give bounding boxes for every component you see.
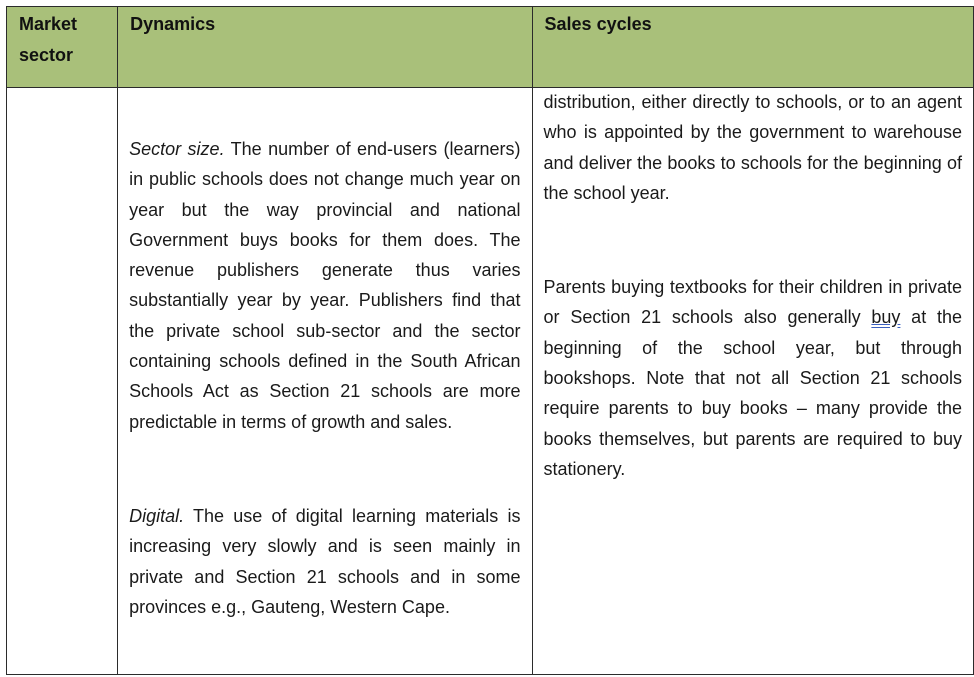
cell-sales-cycles (532, 88, 973, 675)
dynamics-lead-sector-size: Sector size. (129, 139, 225, 159)
sales-paragraph-parents (544, 208, 962, 484)
dynamics-paragraph-digital (129, 437, 520, 622)
dynamics-text-sector-size: The number of end-users (learners) in public schools does not change much year on year but the way provincial and national Government buys books for them does. The revenue publishers generate thus varies substantially year by year. Publishers find that the private school sub-sector and the sector containing schools defined in the South African Schools Act as Section 21 schools are more predictable in terms of growth and sales. (129, 139, 521, 432)
sales-paragraph-distribution: distribution, either directly to schools, or to an agent who is appointed by the government to warehouse and deliver the books to schools for the beginning of the school year. (543, 92, 962, 203)
header-market-sector: Market sector (7, 7, 118, 88)
dynamics-text-digital: The use of digital learning materials is increasing very slowly and is seen mainly in private and Section 21 schools and in some provinces e.g., Gauteng, Western Cape. (129, 505, 521, 617)
sales-underlined-word: buy (871, 307, 901, 328)
table-row (7, 88, 974, 675)
table-header-row (7, 7, 974, 88)
header-sales-cycles: Sales cycles (532, 7, 973, 88)
cell-dynamics (118, 88, 532, 675)
cell-market-sector (7, 88, 118, 675)
dynamics-lead-digital: Digital. (129, 505, 185, 526)
dynamics-paragraph-sector-size (129, 88, 520, 437)
market-sector-table (6, 6, 974, 675)
header-dynamics: Dynamics (118, 7, 532, 88)
sales-text-before: Parents buying textbooks for their children in private or Section 21 schools also generally (543, 277, 962, 328)
sales-text-after: at the beginning of the school year, but through bookshops. Note that not all Section 21 schools require parents to buy books – many provide the books themselves, but parents are required to buy stationery. (543, 307, 962, 479)
